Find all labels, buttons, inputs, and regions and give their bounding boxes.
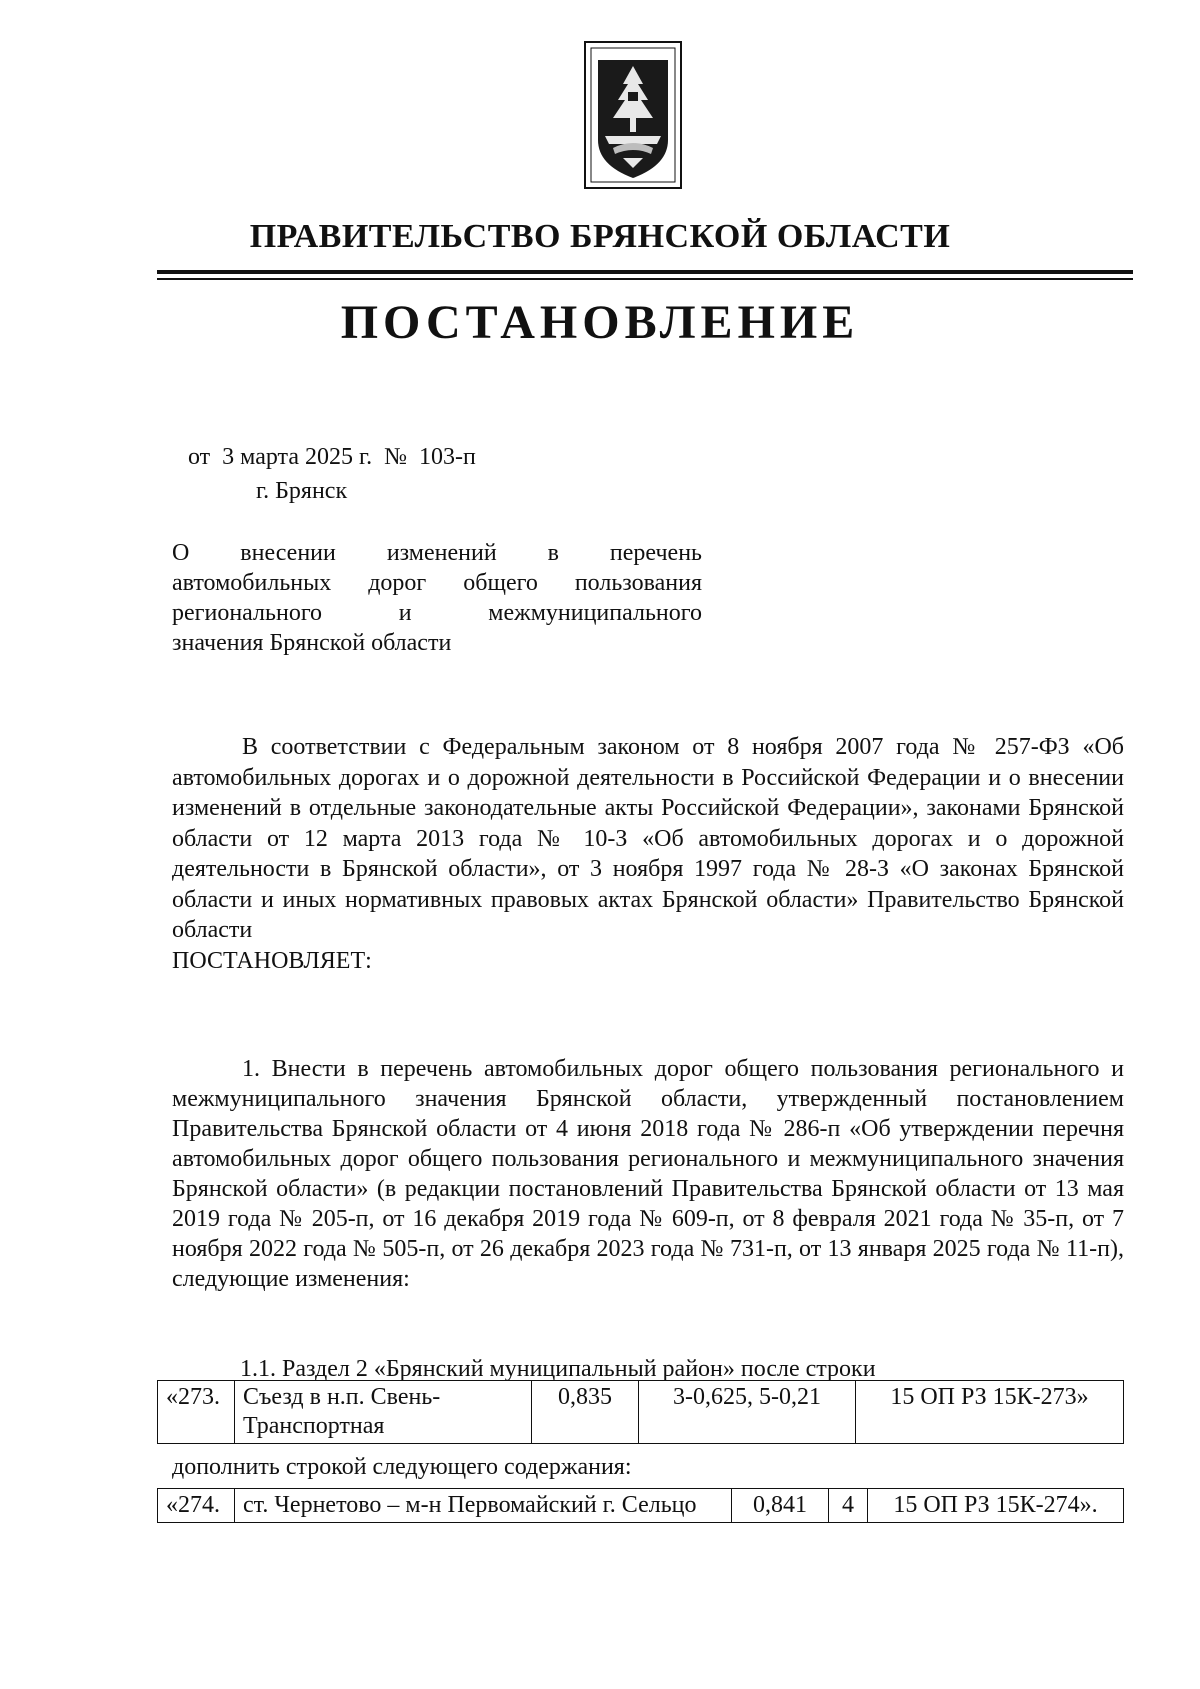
- number-sign: №: [384, 444, 408, 470]
- item-1-text: 1. Внести в перечень автомобильных дорог общего пользования регионального и межмуниципального значения Брянской области, утвержденный постановлением Правительства Брянской области от 4 июня 2018 года № 286-п «Об утверждении перечня автомобильных дорог общего пользования регионального и межмуниципального значения Брянской области» (в редакции постановлений Правительства Брянской области от 13 мая 2019 года № 205-п, от 16 декабря 2019 года № 609-п, от 8 февраля 2021 года № 35-п, от 7 ноября 2022 года № 505-п, от 26 декабря 2023 года № 731-п, от 13 января 2025 года № 11-п), следующие изменения:: [172, 1056, 1124, 1292]
- road-length: 0,835: [532, 1381, 639, 1444]
- road-length: 0,841: [732, 1489, 829, 1523]
- document-date: 3 марта 2025 г.: [222, 444, 373, 470]
- subject-line: значения Брянской области: [172, 630, 452, 656]
- resolves-word: ПОСТАНОВЛЯЕТ:: [172, 947, 372, 974]
- road-category: 3-0,625, 5-0,21: [639, 1381, 856, 1444]
- document-number: 103-п: [419, 444, 476, 470]
- date-number-line: [188, 442, 482, 472]
- document-city: г. Брянск: [256, 478, 348, 504]
- item-1-1: 1.1. Раздел 2 «Брянский муниципальный район» после строки: [240, 1356, 876, 1382]
- table-row: [158, 1489, 1124, 1523]
- table-row: [158, 1381, 1124, 1444]
- new-row-table: [157, 1488, 1124, 1523]
- road-name: ст. Чернетово – м-н Первомайский г. Сельцо: [235, 1489, 732, 1523]
- document-type-title: ПОСТАНОВЛЕНИЕ: [340, 296, 860, 349]
- organization-name: ПРАВИТЕЛЬСТВО БРЯНСКОЙ ОБЛАСТИ: [249, 218, 951, 255]
- row-number: «273.: [158, 1381, 235, 1444]
- subject-line: автомобильных дорог общего пользования: [172, 570, 702, 596]
- coat-of-arms-emblem: [583, 40, 683, 190]
- row-number: «274.: [158, 1489, 235, 1523]
- road-name: Съезд в н.п. Свень-Транспортная: [235, 1381, 532, 1444]
- road-id: 15 ОП РЗ 15К-274».: [868, 1489, 1124, 1523]
- item-1: [172, 1054, 1124, 1294]
- date-prefix: от: [188, 444, 211, 470]
- subject-line: О внесении изменений в перечень: [172, 540, 702, 566]
- header-rule-thin: [157, 278, 1133, 280]
- header-rule-thick: [157, 270, 1133, 274]
- road-id: 15 ОП РЗ 15К-273»: [856, 1381, 1124, 1444]
- preamble: [172, 732, 1124, 976]
- road-category: 4: [829, 1489, 868, 1523]
- preamble-text: В соответствии с Федеральным законом от 8 ноября 2007 года № 257-ФЗ «Об автомобильных дорогах и о дорожной деятельности в Российской Федерации и о внесении изменений в отдельные законодательные акты Российской Федерации», законами Брянской области от 12 марта 2013 года № 10-З «Об автомобильных дорогах и о дорожной деятельности в Брянской области», от 3 ноября 1997 года № 28-З «О законах Брянской области и иных нормативных правовых актах Брянской области» Правительство Брянской области: [172, 734, 1124, 943]
- add-row-text: дополнить строкой следующего содержания:: [172, 1454, 632, 1480]
- subject-line: регионального и межмуниципального: [172, 600, 702, 626]
- existing-row-table: [157, 1380, 1124, 1444]
- document-subject: [172, 538, 702, 658]
